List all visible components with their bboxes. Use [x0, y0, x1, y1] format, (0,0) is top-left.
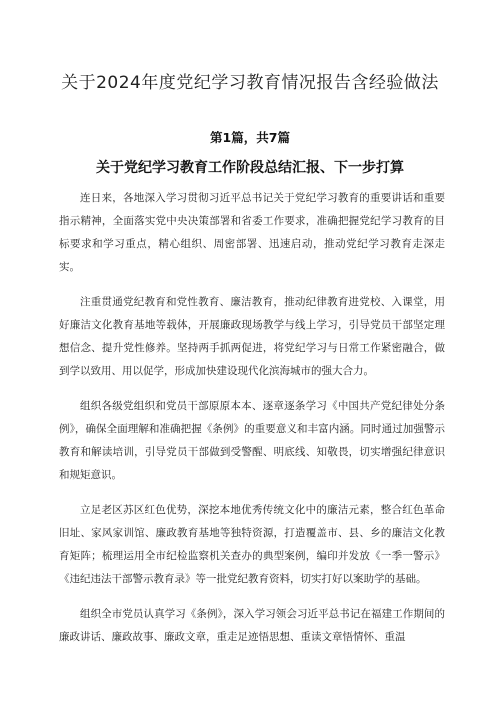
section-title: 关于党纪学习教育工作阶段总结汇报、下一步打算	[96, 160, 404, 176]
document-title: 关于2024年度党纪学习教育情况报告含经验做法	[61, 73, 439, 93]
body-paragraph: 连日来，各地深入学习贯彻习近平总书记关于党纪学习教育的重要讲话和重要指示精神，全面落实党中央决策部署和省委工作要求，准确把握党纪学习教育的目标要求和学习重点，精心组织、周密部署、迅速启动，推动党纪学习教育走深走实。	[59, 192, 445, 273]
document-body	[59, 187, 445, 661]
part-label: 第1篇，共7篇	[210, 130, 290, 145]
body-paragraph: 组织各级党组织和党员干部原原本本、逐章逐条学习《中国共产党纪律处分条例》，确保全面理解和准确把握《条例》的重要意义和丰富内涵。同时通过加强警示教育和解读培训，引导党员干部做到受警醒、明底线、知敬畏，切实增强纪律意识和规矩意识。	[59, 400, 445, 481]
body-paragraph: 立足老区苏区红色优势，深挖本地优秀传统文化中的廉洁元素，整合红色革命旧址、家风家训馆、廉政教育基地等独特资源，打造覆盖市、县、乡的廉洁文化教育矩阵；梳理运用全市纪检监察机关查办的典型案例，编印并发放《一季一警示》《违纪违法干部警示教育录》等一批党纪教育资料，切实打好以案助学的基础。	[59, 504, 445, 585]
body-paragraph: 注重贯通党纪教育和党性教育、廉洁教育，推动纪律教育进党校、入课堂，用好廉洁文化教育基地等载体，开展廉政现场教学与线上学习，引导党员干部坚定理想信念、提升党性修养。坚持两手抓两促进，将党纪学习与日常工作紧密融合，做到学以致用、用以促学，形成加快建设现代化滨海城市的强大合力。	[59, 296, 445, 377]
body-paragraph: 组织全市党员认真学习《条例》，深入学习领会习近平总书记在福建工作期间的廉政讲话、廉政故事、廉政文章，重走足迹悟思想、重读文章悟情怀、重温	[59, 608, 445, 643]
